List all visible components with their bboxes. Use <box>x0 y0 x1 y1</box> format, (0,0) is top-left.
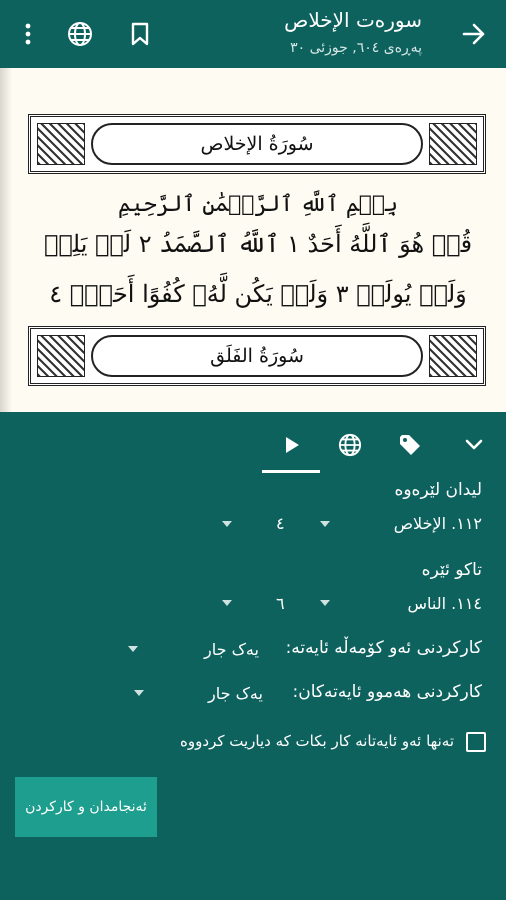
from-label: لیدان لێرەوە <box>394 480 482 500</box>
globe-icon[interactable] <box>330 430 370 460</box>
repeat-group-label: کارکردنی ئەو کۆمەڵە ئایەتە: <box>285 638 482 658</box>
to-ayah-select[interactable]: ٦ <box>276 594 285 613</box>
verse-line-2: وَلَمۡ يُولَدۡ ٣ وَلَمۡ يَكُن لَّهُۥ كُفُوًا أَحَدُۢ ٤ <box>49 280 467 308</box>
to-sura-select[interactable]: ١١٤. الناس <box>407 594 482 613</box>
sura-header-frame <box>28 326 486 386</box>
back-arrow-icon[interactable] <box>458 18 490 50</box>
bismillah-line: بِسۡمِ ٱللَّهِ ٱلرَّحۡمَٰنِ ٱلرَّحِيمِ <box>117 192 399 217</box>
from-ayah-select[interactable]: ٤ <box>276 514 285 533</box>
ornament-right <box>429 335 477 377</box>
ornament-right <box>429 123 477 165</box>
tag-icon[interactable] <box>390 430 430 460</box>
to-sura-dropdown-icon[interactable] <box>320 600 330 606</box>
repeat-all-dropdown-icon[interactable] <box>134 690 144 696</box>
play-icon[interactable] <box>272 430 312 460</box>
sura-header-frame <box>28 114 486 174</box>
to-ayah-dropdown-icon[interactable] <box>222 600 232 606</box>
restrict-selection-label: تەنها ئەو ئایەتانە کار بکات کە دیاریت کردووە <box>180 732 454 750</box>
sura-header-title: سُورَةُ الفَلَق <box>91 335 423 377</box>
verse-line-1: قُلۡ هُوَ ٱللَّهُ أَحَدٌ ١ ٱللَّهُ ٱلصَّمَدُ ٢ لَمۡ يَلِدۡ <box>43 230 473 258</box>
globe-icon[interactable] <box>64 18 96 50</box>
tab-indicator <box>262 470 320 473</box>
page-title: سورەت الإخلاص <box>284 8 422 32</box>
page-subtitle: پەڕەی ٦٠٤, جوزئی ٣٠ <box>290 40 422 56</box>
chevron-down-icon[interactable] <box>454 430 494 460</box>
from-sura-dropdown-icon[interactable] <box>320 521 330 527</box>
restrict-selection-checkbox[interactable] <box>466 732 486 752</box>
repeat-all-label: کارکردنی هەموو ئایەتەکان: <box>292 682 482 702</box>
more-vert-icon[interactable] <box>12 18 44 50</box>
ornament-left <box>37 335 85 377</box>
repeat-all-select[interactable]: یەک جار <box>208 684 263 703</box>
repeat-group-select[interactable]: یەک جار <box>204 640 259 659</box>
from-sura-select[interactable]: ١١٢. الإخلاص <box>393 514 482 533</box>
to-label: تاکو ئێرە <box>421 560 482 580</box>
mushaf-page-image[interactable] <box>0 68 506 412</box>
from-ayah-dropdown-icon[interactable] <box>222 521 232 527</box>
ornament-left <box>37 123 85 165</box>
app-bar <box>0 0 506 68</box>
apply-and-play-button[interactable]: ئەنجامدان و کارکردن <box>15 777 157 837</box>
sura-header-title: سُورَةُ الإخلاص <box>91 123 423 165</box>
page-fold-shadow <box>0 68 12 412</box>
repeat-group-dropdown-icon[interactable] <box>128 646 138 652</box>
bookmark-icon[interactable] <box>124 18 156 50</box>
